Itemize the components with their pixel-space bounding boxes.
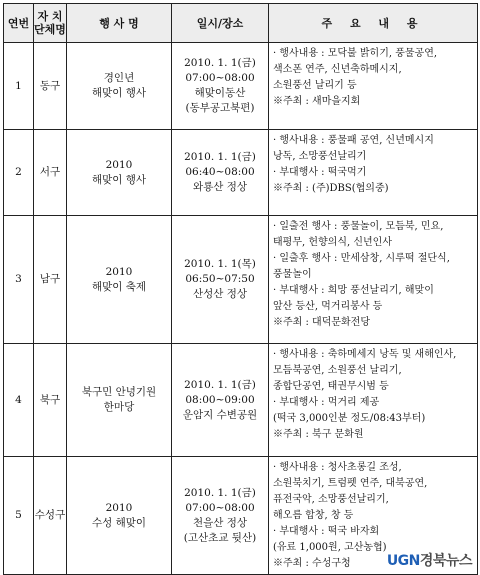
- event-datetime: 2010. 1. 1(목) 06:50∼07:50 산성산 정상: [172, 216, 269, 344]
- district-name: 서구: [34, 130, 67, 216]
- event-name: 2010 해맞이 행사: [67, 130, 172, 216]
- event-contents: · 행사내용 : 축하메세지 낭독 및 새해인사, 모듬북공연, 소원풍선 날리기, 종합단공연, 태권무시범 등 · 부대행사 : 먹거리 제공 (떡국 3,000인분 정도/08:43부터) ※주최 : 북구 문화원: [269, 344, 478, 457]
- header-event: 행 사 명: [67, 4, 172, 43]
- watermark-text: 경북뉴스: [419, 553, 472, 569]
- event-table: [3, 3, 478, 575]
- header-district-top: 자 치: [37, 10, 63, 23]
- row-number: 4: [4, 344, 34, 457]
- event-contents: · 일출전 행사 : 풍물놀이, 모듬북, 민요, 태평무, 헌향의식, 신년인사 · 일출후 행사 : 만세삼창, 시루떡 절단식, 풍물놀이 · 부대행사 : 희망 풍선날리기, 해맞이 앞산 등산, 먹거리봉사 등 ※주최 : 대덕문화전당: [269, 216, 478, 344]
- event-datetime: 2010. 1. 1(금) 06:40∼08:00 와룡산 정상: [172, 130, 269, 216]
- header-no: 연번: [4, 4, 34, 43]
- news-watermark-logo: [387, 550, 472, 570]
- event-contents: · 행사내용 : 모닥불 밝히기, 풍물공연, 색소폰 연주, 신년축하메시지, 소원풍선 날리기 등 ※주최 : 새마을지회: [269, 43, 478, 130]
- event-contents: · 행사내용 : 청사초롱길 조성, 소원북치기, 트럼펫 연주, 대북공연, 퓨전국악, 소망풍선날리기, 해오름 합창, 창 등 · 부대행사 : 떡국 바자회 (유료 1,000원, 고산농협) ※주최 : 수성구청: [269, 457, 478, 575]
- header-district-bottom: 단체명: [34, 23, 66, 36]
- district-name: 동구: [34, 43, 67, 130]
- event-datetime: 2010. 1. 1(금) 07:00∼08:00 천을산 정상 (고산초교 뒷산): [172, 457, 269, 575]
- row-number: 3: [4, 216, 34, 344]
- header-contents: 주 요 내 용: [269, 4, 478, 43]
- row-number: 2: [4, 130, 34, 216]
- table-row: [4, 344, 478, 457]
- district-name: 북구: [34, 344, 67, 457]
- table-row: [4, 43, 478, 130]
- header-row: [4, 4, 478, 43]
- district-name: 남구: [34, 216, 67, 344]
- row-number: 1: [4, 43, 34, 130]
- event-contents: · 행사내용 : 풍물패 공연, 신년메시지 낭독, 소망풍선날리기 · 부대행사 : 떡국먹기 ※주최 : (주)DBS(협의중): [269, 130, 478, 216]
- table-row: [4, 216, 478, 344]
- header-district: [34, 4, 67, 43]
- header-datetime: 일시/장소: [172, 4, 269, 43]
- table-row: [4, 130, 478, 216]
- event-name: 2010 해맞이 축제: [67, 216, 172, 344]
- event-name: 북구민 안녕기원 한마당: [67, 344, 172, 457]
- district-name: 수성구: [34, 457, 67, 575]
- event-datetime: 2010. 1. 1(금) 08:00∼09:00 운암지 수변공원: [172, 344, 269, 457]
- watermark-brand: UGN: [386, 553, 420, 569]
- row-number: 5: [4, 457, 34, 575]
- event-name: 경인년 해맞이 행사: [67, 43, 172, 130]
- event-datetime: 2010. 1. 1(금) 07:00∼08:00 해맞이동산 (동부공고북편): [172, 43, 269, 130]
- event-name: 2010 수성 해맞이: [67, 457, 172, 575]
